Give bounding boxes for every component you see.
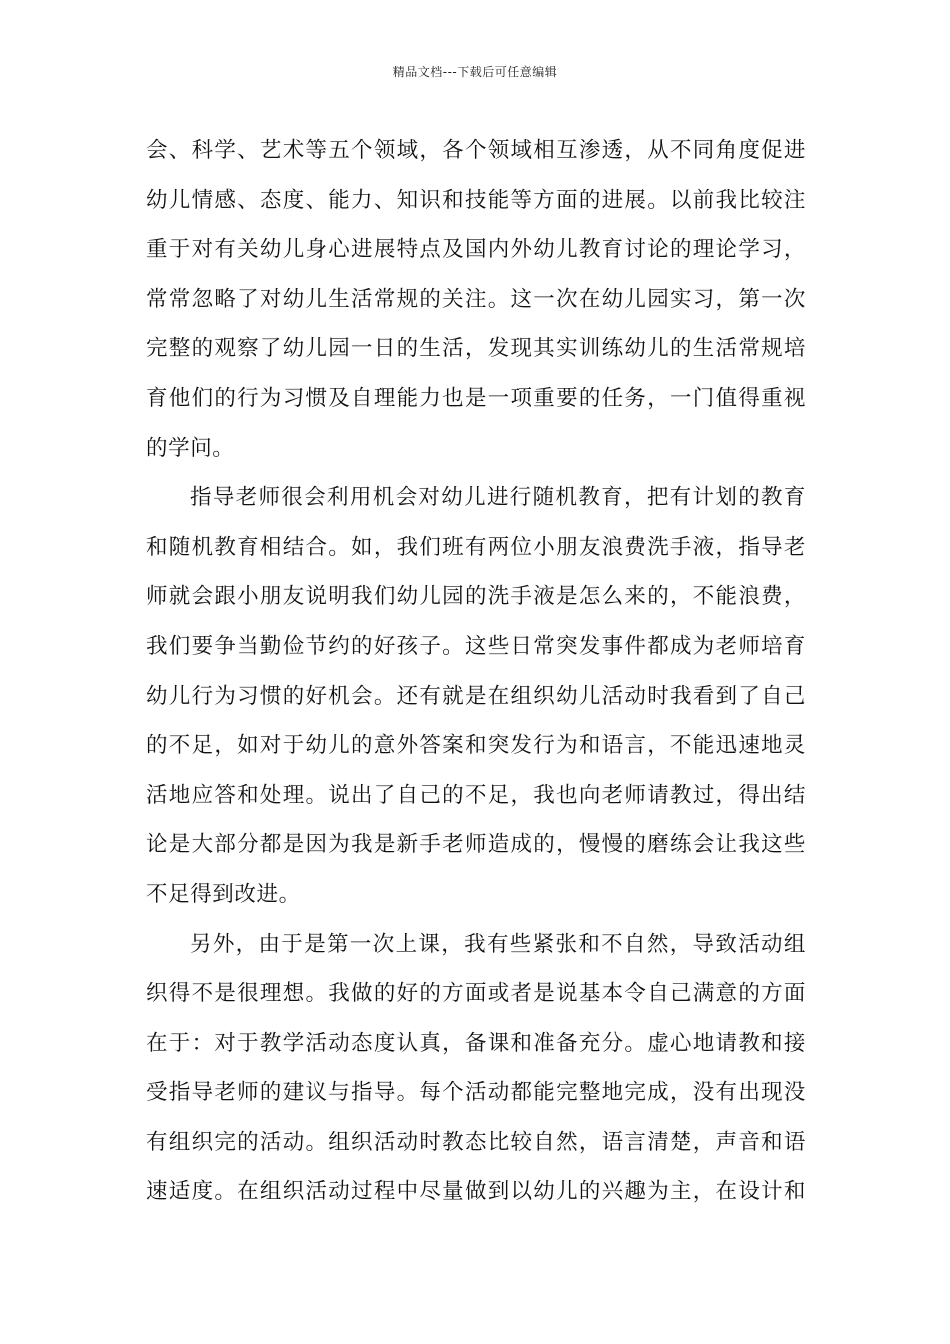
text-line: 受指导老师的建议与指导。每个活动都能完整地完成，没有出现没 — [146, 1080, 806, 1106]
text-line: 和随机教育相结合。如，我们班有两位小朋友浪费洗手液，指导老 — [146, 534, 806, 560]
text-line: 的不足，如对于幼儿的意外答案和突发行为和语言，不能迅速地灵 — [146, 733, 806, 759]
text-line: 活地应答和处理。说出了自己的不足，我也向老师请教过，得出结 — [146, 782, 806, 808]
page-header: 精品文档---下载后可任意编辑 — [392, 65, 558, 79]
document-body — [146, 131, 806, 1222]
text-line: 重于对有关幼儿身心进展特点及国内外幼儿教育讨论的理论学习， — [146, 237, 806, 263]
text-line: 在于：对于教学活动态度认真，备课和准备充分。虚心地请教和接 — [146, 1030, 806, 1056]
text-line: 师就会跟小朋友说明我们幼儿园的洗手液是怎么来的，不能浪费， — [146, 584, 806, 610]
text-line: 会、科学、艺术等五个领域，各个领域相互渗透，从不同角度促进 — [146, 138, 806, 163]
paragraph-first-line: 另外，由于是第一次上课，我有些紧张和不自然，导致活动组 — [190, 931, 806, 957]
text-line: 速适度。在组织活动过程中尽量做到以幼儿的兴趣为主，在设计和 — [146, 1179, 806, 1205]
text-line: 有组织完的活动。组织活动时教态比较自然，语言清楚，声音和语 — [146, 1129, 806, 1155]
text-line: 不足得到改进。 — [146, 881, 301, 907]
text-line: 常常忽略了对幼儿生活常规的关注。这一次在幼儿园实习，第一次 — [146, 286, 806, 312]
paragraph-first-line: 指导老师很会利用机会对幼儿进行随机教育，把有计划的教育 — [190, 485, 806, 511]
text-line: 完整的观察了幼儿园一日的生活，发现其实训练幼儿的生活常规培 — [146, 336, 806, 362]
text-line: 织得不是很理想。我做的好的方面或者是说基本令自己满意的方面 — [146, 981, 806, 1007]
text-line: 幼儿情感、态度、能力、知识和技能等方面的进展。以前我比较注 — [146, 187, 806, 213]
text-line: 的学问。 — [146, 435, 235, 461]
text-line: 育他们的行为习惯及自理能力也是一项重要的任务，一门值得重视 — [146, 385, 806, 411]
text-line: 幼儿行为习惯的好机会。还有就是在组织幼儿活动时我看到了自己 — [146, 683, 806, 709]
text-line: 论是大部分都是因为我是新手老师造成的，慢慢的磨练会让我这些 — [146, 832, 806, 858]
text-line: 我们要争当勤俭节约的好孩子。这些日常突发事件都成为老师培育 — [146, 633, 806, 659]
